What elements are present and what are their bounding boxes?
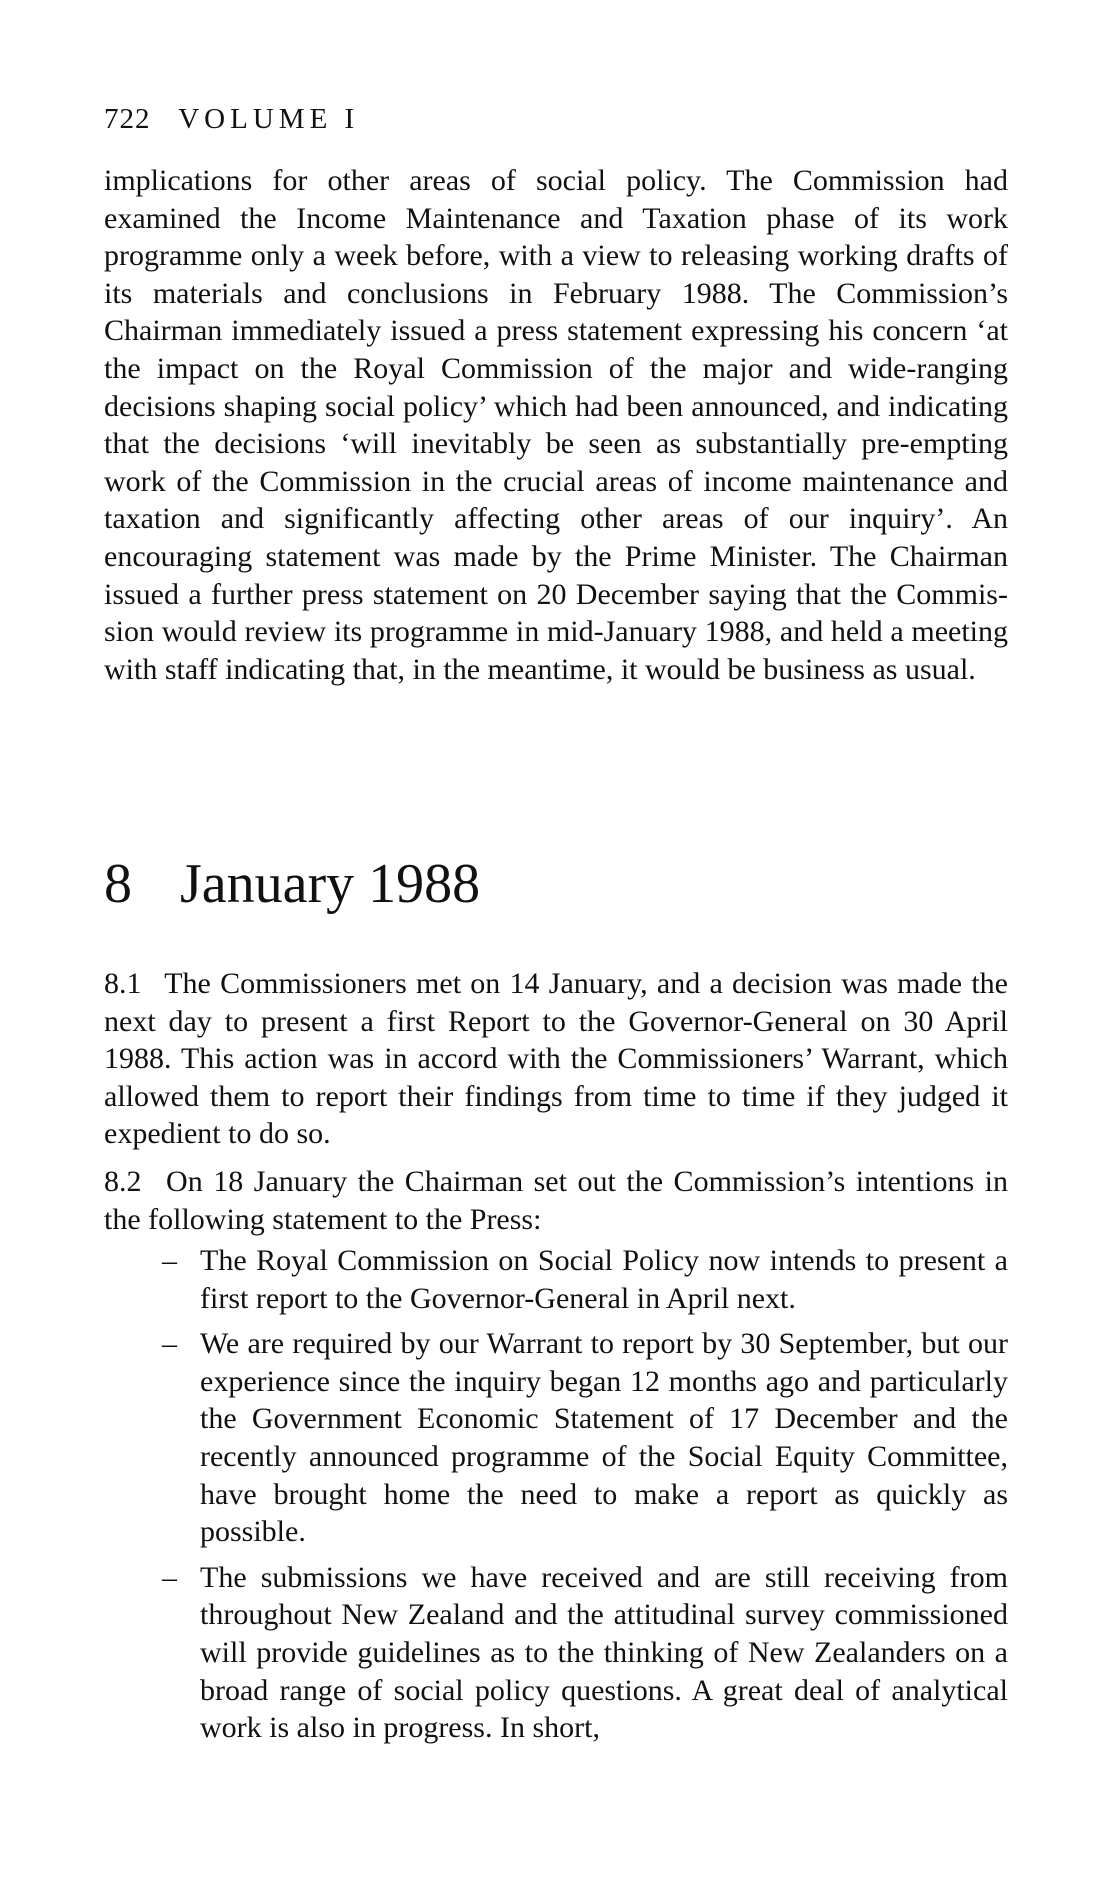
- list-item: [162, 1242, 1008, 1317]
- section-number: 8: [104, 853, 132, 915]
- section-heading: [104, 852, 480, 916]
- list-item: [162, 1325, 1008, 1551]
- volume-label: VOLUME I: [178, 103, 360, 135]
- paragraph-8-2: [104, 1163, 1008, 1238]
- paragraph-number: 8.1: [104, 967, 142, 1000]
- list-item: [162, 1559, 1008, 1747]
- paragraph-8-1: [104, 965, 1008, 1153]
- paragraph-number: 8.2: [104, 1165, 142, 1198]
- press-statement-list: [162, 1242, 1008, 1755]
- intro-paragraph: implications for other areas of social policy. The Commission had examined the Income Maintenance and Taxation phase of its work programme only a week before, with a view to releasing working drafts of its materials and conclusions in February 1988. The Commission’s Chairman immediately issued a press statement expressing his concern ‘at the impact on the Royal Commission of the major and wide-ranging decisions shaping social policy’ which had been announced, and indicating that the decisions ‘will inevitably be seen as substantially pre-empting work of the Commission in the crucial areas of income maintenance and taxation and significantly affecting other areas of our inquiry’. An encouraging statement was made by the Prime Minister. The Chairman issued a further press statement on 20 December saying that the Commission would review its programme in mid-January 1988, and held a meeting with staff indicating that, in the meantime, it would be business as usual.: [104, 164, 1008, 686]
- list-item-text: We are required by our Warrant to report by 30 September, but our experience since the inquiry began 12 months ago and particularly the Government Economic Statement of 17 December and the recently announced programme of the Social Equity Committee, have brought home the need to make a report as quickly as possible.: [200, 1327, 1008, 1549]
- dash-marker: –: [162, 1560, 177, 1594]
- list-item-text: The Royal Commission on Social Policy now intends to present a first report to the Governor-General in April next.: [200, 1244, 1008, 1315]
- page-number: 722: [104, 103, 151, 135]
- section-title: January 1988: [180, 853, 481, 915]
- paragraph-text: On 18 January the Chairman set out the Commission’s intentions in the following statement to the Press:: [104, 1165, 1008, 1236]
- dash-marker: –: [162, 1244, 177, 1277]
- running-head: [104, 102, 359, 136]
- list-item-text: The submissions we have received and are still receiving from throughout New Zealand and the attitudinal survey commissioned will provide guidelines as to the thinking of New Zealanders on a broad range of social policy questions. A great deal of analytical work is also in progress. In short,: [200, 1560, 1008, 1745]
- paragraph-text: The Commissioners met on 14 January, and a decision was made the next day to present a first Report to the Governor-General on 30 April 1988. This action was in accord with the Commissioners’ Warrant, which allowed them to report their findings from time to time if they judged it expedient to do so.: [104, 967, 1008, 1151]
- dash-marker: –: [162, 1327, 177, 1361]
